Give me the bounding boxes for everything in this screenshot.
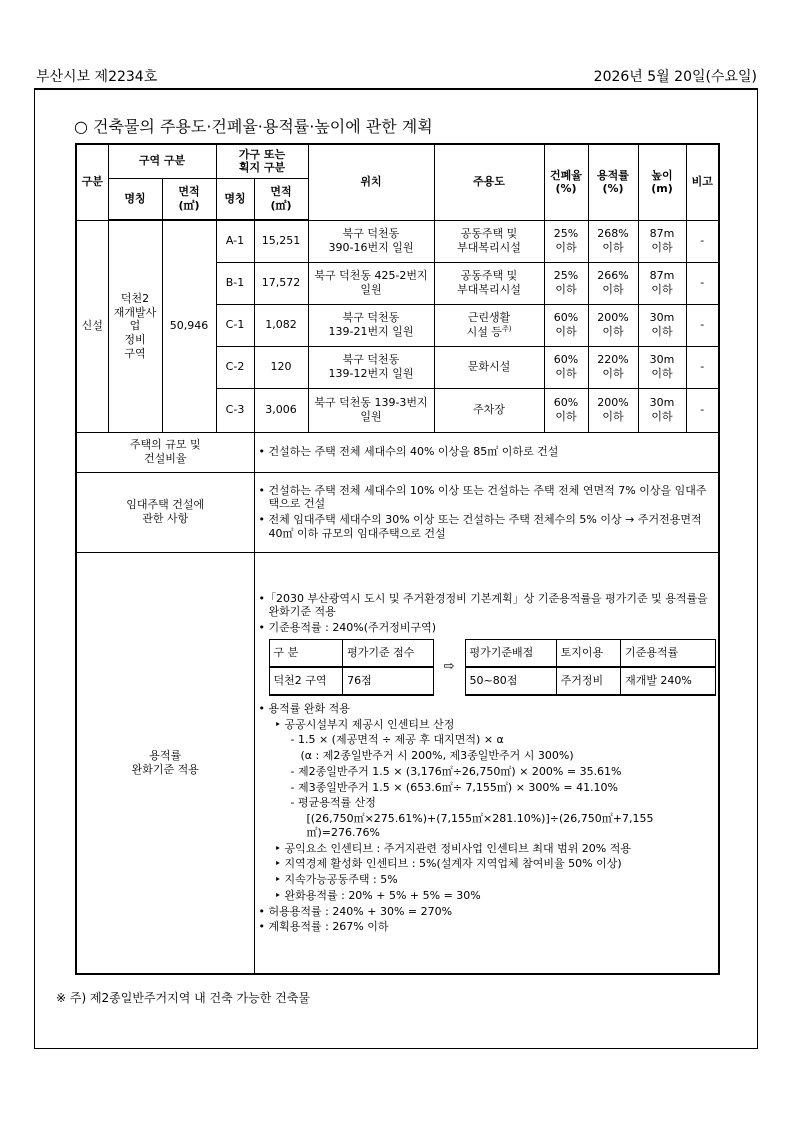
relax-lines xyxy=(259,702,717,934)
zone-name-cell: 덕천2 재개발사 업 정비 구역 xyxy=(108,220,162,432)
far-intro: •「2030 부산광역시 도시 및 주거환경정비 기본계획」상 기준용적률을 평가기준 및 용적률을 완화기준 적용 xyxy=(258,591,708,619)
eval-table-score xyxy=(269,639,434,696)
relax-line: [(26,750㎡×275.61%)+(7,155㎡×281.10%)]÷(26,750㎡+7,155㎡)=276.76% xyxy=(306,812,654,839)
page-header xyxy=(36,66,757,86)
relax-line: (α : 제2종일반주거 시 200%, 제3종일반주거 시 300%) xyxy=(300,749,574,762)
far-base: • 기준용적률 : 240%(주거정비구역) xyxy=(258,621,437,634)
bcr-cell: 25% 이하 xyxy=(544,262,588,304)
header-zone-name: 명칭 xyxy=(108,178,162,220)
section-title: ○ 건축물의 주용도·건폐율·용적률·높이에 관한 계획 xyxy=(74,117,433,136)
table-row xyxy=(76,220,719,262)
use-cell xyxy=(434,304,544,346)
eval-cell: 덕천2 구역 xyxy=(269,667,343,695)
relax-line: • 용적률 완화 적용 xyxy=(258,701,350,715)
relax-line: • 허용용적률 : 240% + 30% = 270% xyxy=(258,904,453,918)
header-zone: 구역 구분 xyxy=(108,144,216,178)
footnote: ※ 주) 제2종일반주거지역 내 건축 가능한 건축물 xyxy=(56,991,310,1005)
arrow-right-icon: ⇨ xyxy=(443,659,455,675)
far-relax-label: 용적률 완화기준 적용 xyxy=(76,552,254,974)
bcr-cell: 60% 이하 xyxy=(544,388,588,432)
far-cell: 266% 이하 xyxy=(588,262,638,304)
header-note: 비고 xyxy=(686,144,719,220)
header-bcr: 건폐율 (%) xyxy=(544,144,588,220)
far-cell: 220% 이하 xyxy=(588,346,638,388)
header-height: 높이 (m) xyxy=(638,144,686,220)
location-cell: 북구 덕천동 139-21번지 일원 xyxy=(308,304,434,346)
rental-item: • 건설하는 주택 전체 세대수의 10% 이상 또는 건설하는 주택 전체 연면적 7% 이상을 임대주택으로 건설 xyxy=(258,483,707,511)
header-block: 가구 또는 획지 구분 xyxy=(216,144,308,178)
eval-header: 평가기준 점수 xyxy=(343,639,434,667)
eval-header: 구 분 xyxy=(269,639,343,667)
header-zone-area: 면적 (㎡) xyxy=(162,178,216,220)
evaluation-tables xyxy=(269,639,717,696)
rental-content xyxy=(254,472,719,552)
relax-line: - 1.5 × (제공면적 ÷ 제공 후 대지면적) × α xyxy=(290,733,504,747)
category-cell: 신설 xyxy=(76,220,108,432)
relax-line: ‣ 지속가능공동주택 : 5% xyxy=(274,873,398,886)
block-area: 1,082 xyxy=(254,304,308,346)
eval-cell: 50~80점 xyxy=(465,667,556,695)
header-far: 용적률 (%) xyxy=(588,144,638,220)
header-use: 주용도 xyxy=(434,144,544,220)
relax-line: ‣ 완화용적률 : 20% + 5% + 5% = 30% xyxy=(274,888,481,902)
eval-cell: 재개발 240% xyxy=(621,667,716,695)
housing-scale-label: 주택의 규모 및 건설비율 xyxy=(76,432,254,472)
note-cell: - xyxy=(686,304,719,346)
publication-date: 2026년 5월 20일(수요일) xyxy=(593,69,757,85)
footnote-mark: 주) xyxy=(501,324,512,333)
block-name: C-2 xyxy=(216,346,254,388)
location-cell: 북구 덕천동 139-3번지 일원 xyxy=(308,388,434,432)
bcr-cell: 25% 이하 xyxy=(544,220,588,262)
relax-line: - 제3종일반주거 1.5 × (653.6㎡÷ 7,155㎡) × 300% = 41.10% xyxy=(290,780,619,794)
block-name: B-1 xyxy=(216,262,254,304)
use-cell: 주차장 xyxy=(434,388,544,432)
relax-line: - 평균용적률 산정 xyxy=(290,796,376,810)
location-cell: 북구 덕천동 390-16번지 일원 xyxy=(308,220,434,262)
bcr-cell: 60% 이하 xyxy=(544,346,588,388)
header-location: 위치 xyxy=(308,144,434,220)
building-plan-table xyxy=(75,143,720,975)
gazette-issue: 부산시보 제2234호 xyxy=(36,69,158,85)
location-cell: 북구 덕천동 425-2번지 일원 xyxy=(308,262,434,304)
block-area: 15,251 xyxy=(254,220,308,262)
use-text: 근린생활 시설 등 xyxy=(466,310,511,339)
eval-table-criteria xyxy=(465,639,716,696)
zone-area-cell: 50,946 xyxy=(162,220,216,432)
eval-cell: 76점 xyxy=(343,667,434,695)
use-cell: 문화시설 xyxy=(434,346,544,388)
rental-item: • 전체 임대주택 세대수의 30% 이상 또는 건설하는 주택 전체수의 5% 이상 → 주거전용면적 40㎡ 이하 규모의 임대주택으로 건설 xyxy=(258,513,702,540)
rental-label: 임대주택 건설에 관한 사항 xyxy=(76,472,254,552)
note-cell: - xyxy=(686,346,719,388)
relax-line: - 제2종일반주거 1.5 × (3,176㎡÷26,750㎡) × 200% = 35.61% xyxy=(290,764,622,778)
housing-scale-text: • 건설하는 주택 전체 세대수의 40% 이상을 85㎡ 이하로 건설 xyxy=(254,432,719,472)
header-block-name: 명칭 xyxy=(216,178,254,220)
block-area: 17,572 xyxy=(254,262,308,304)
use-cell: 공동주택 및 부대복리시설 xyxy=(434,220,544,262)
relax-line: ‣ 공익요소 인센티브 : 주거지관련 정비사업 인센티브 최대 범위 20% 적용 xyxy=(274,841,632,855)
relax-line: ‣ 지역경제 활성화 인센티브 : 5%(설계자 지역업체 참여비율 50% 이상) xyxy=(274,857,622,871)
block-name: A-1 xyxy=(216,220,254,262)
far-cell: 200% 이하 xyxy=(588,304,638,346)
block-area: 120 xyxy=(254,346,308,388)
use-cell: 공동주택 및 부대복리시설 xyxy=(434,262,544,304)
relax-line: • 계획용적률 : 267% 이하 xyxy=(258,920,389,934)
location-cell: 북구 덕천동 139-12번지 일원 xyxy=(308,346,434,388)
height-cell: 30m 이하 xyxy=(638,304,686,346)
block-name: C-3 xyxy=(216,388,254,432)
far-cell: 268% 이하 xyxy=(588,220,638,262)
eval-header: 기준용적률 xyxy=(621,639,716,667)
block-area: 3,006 xyxy=(254,388,308,432)
far-cell: 200% 이하 xyxy=(588,388,638,432)
eval-header: 평가기준배점 xyxy=(465,639,556,667)
height-cell: 87m 이하 xyxy=(638,262,686,304)
note-cell: - xyxy=(686,220,719,262)
header-block-area: 면적 (㎡) xyxy=(254,178,308,220)
header-gubun: 구분 xyxy=(76,144,108,220)
block-name: C-1 xyxy=(216,304,254,346)
note-cell: - xyxy=(686,262,719,304)
height-cell: 87m 이하 xyxy=(638,220,686,262)
eval-header: 토지이용 xyxy=(556,639,620,667)
height-cell: 30m 이하 xyxy=(638,346,686,388)
far-relax-content xyxy=(254,552,719,974)
note-cell: - xyxy=(686,388,719,432)
height-cell: 30m 이하 xyxy=(638,388,686,432)
relax-line: ‣ 공공시설부지 제공시 인센티브 산정 xyxy=(274,717,455,731)
eval-cell: 주거정비 xyxy=(556,667,620,695)
bcr-cell: 60% 이하 xyxy=(544,304,588,346)
